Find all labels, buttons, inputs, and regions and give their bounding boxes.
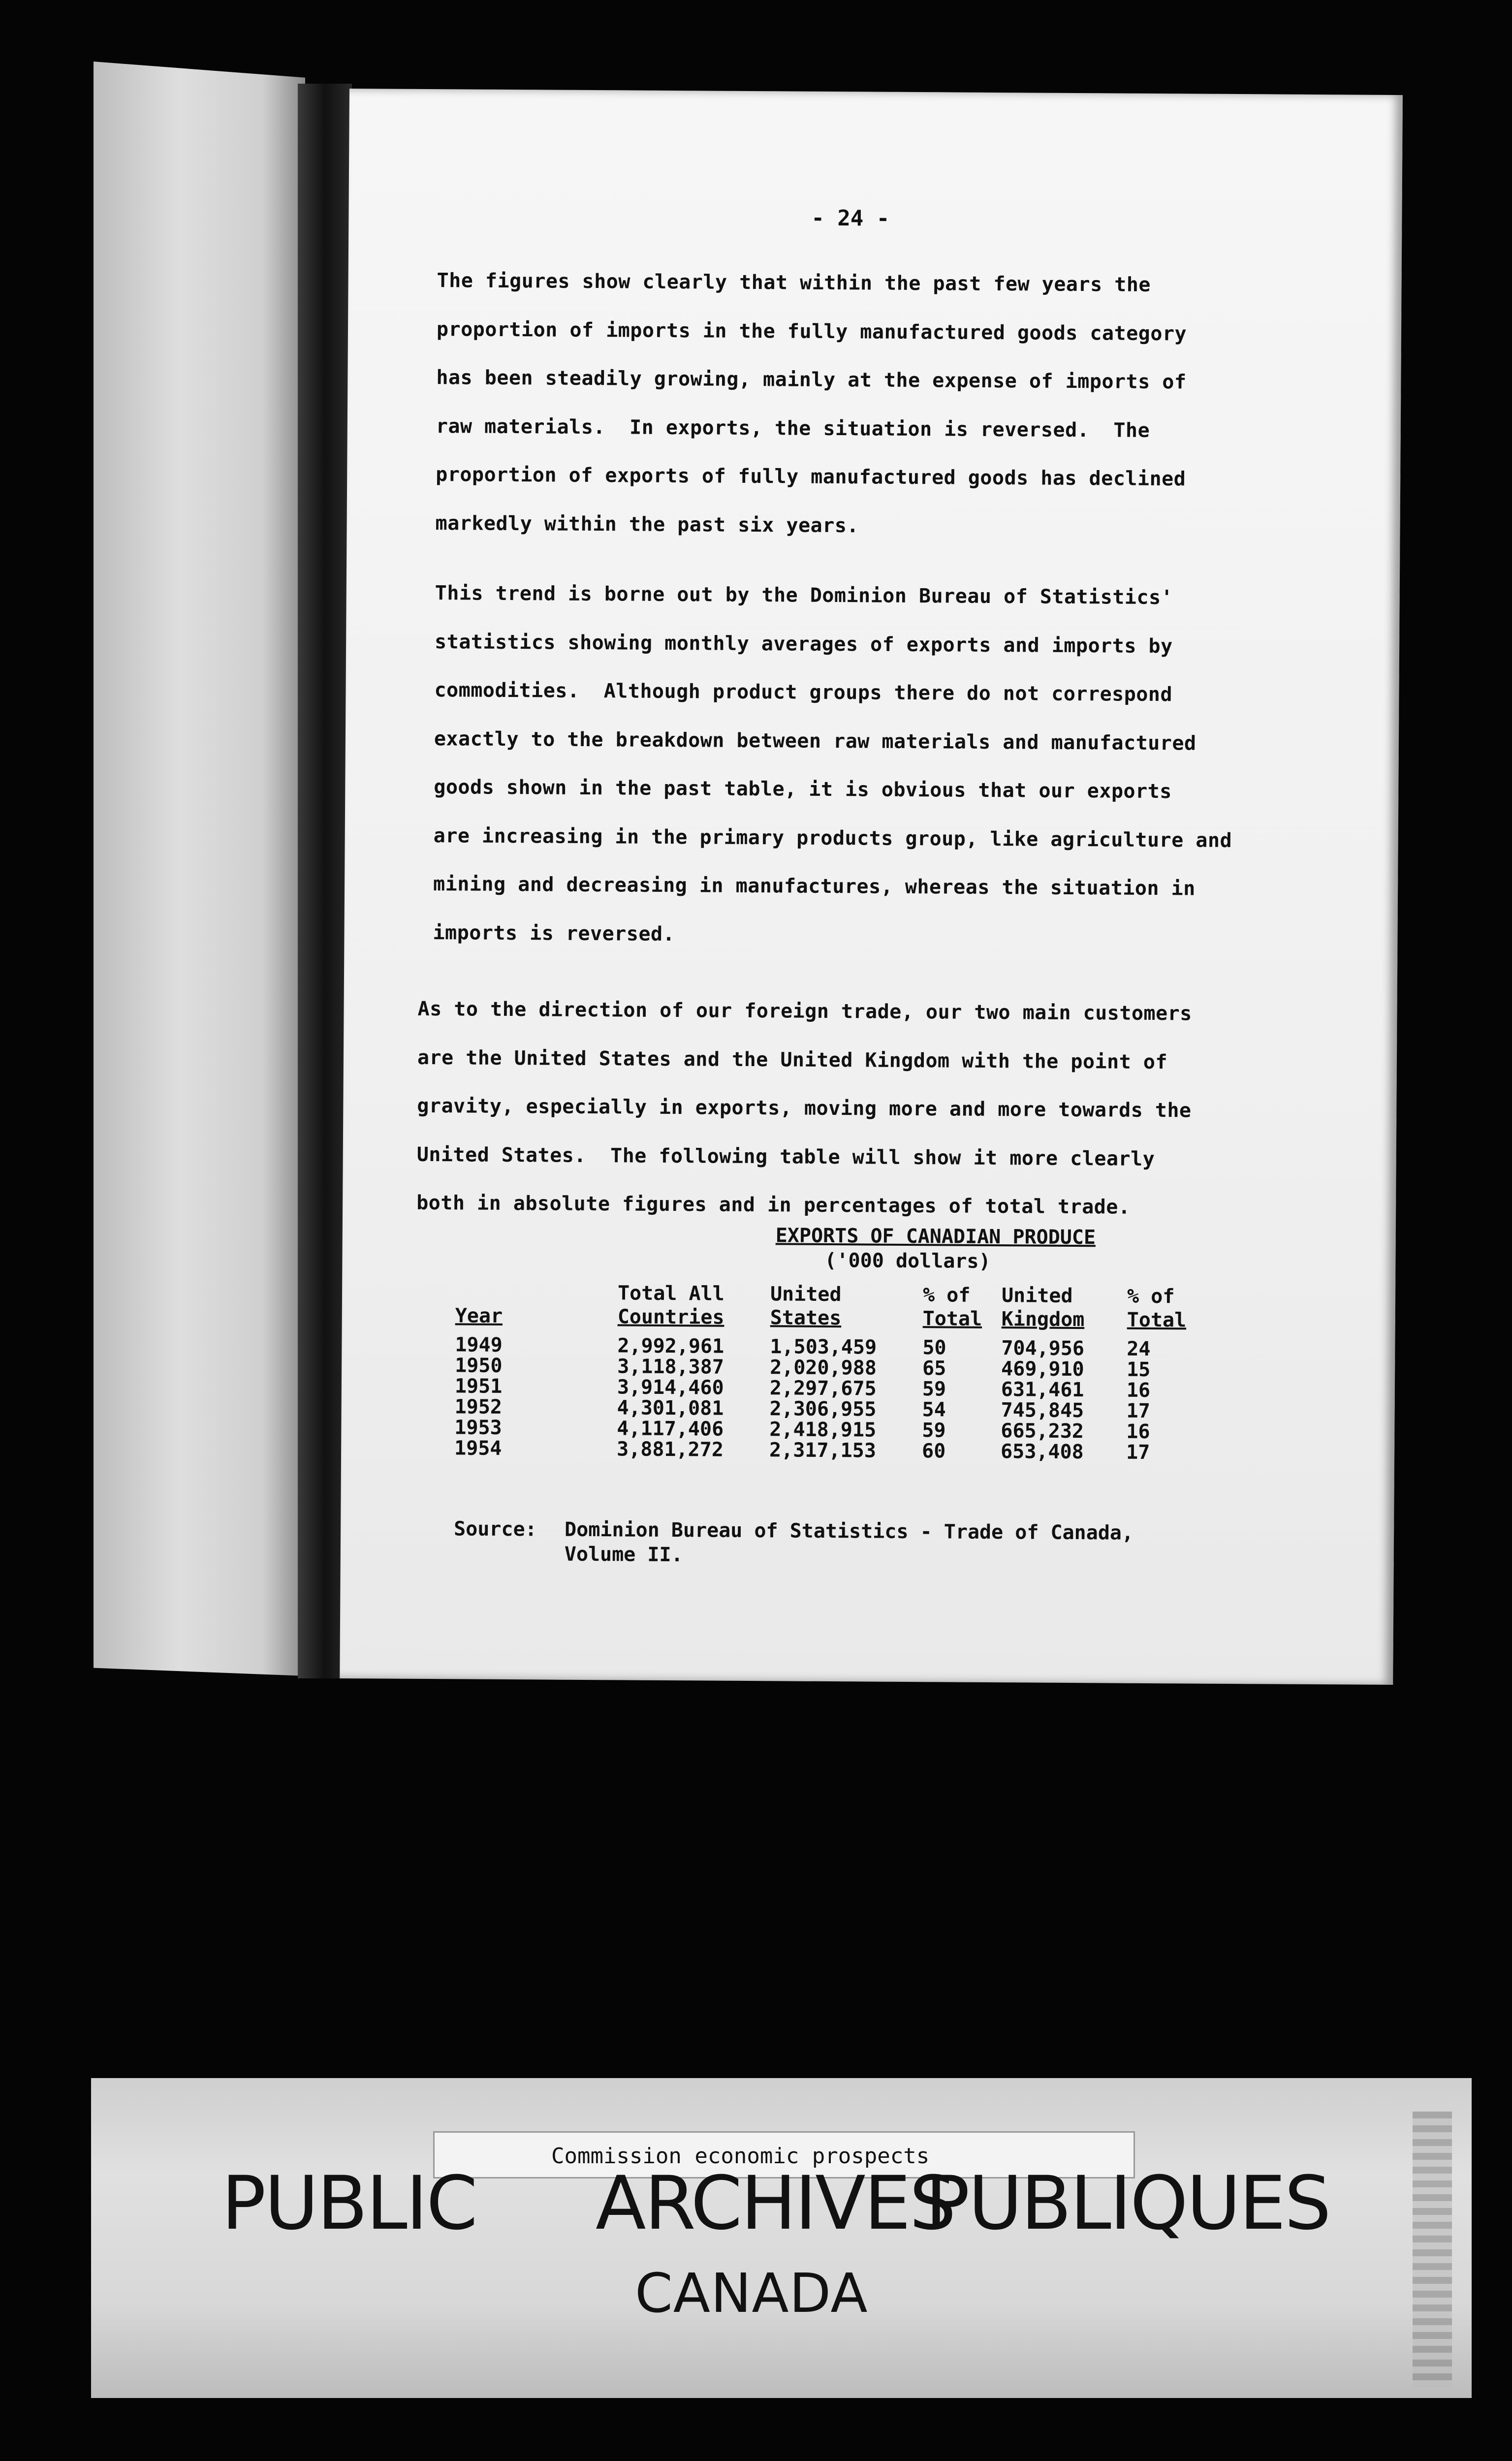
cell-total: 4,117,406: [617, 1417, 724, 1441]
cell-year: 1950: [455, 1354, 503, 1377]
cell-total: 3,881,272: [616, 1438, 724, 1461]
cell-total: 4,301,081: [617, 1396, 724, 1420]
cell-us: 1,503,459: [770, 1335, 877, 1359]
wordmark-canada: CANADA: [635, 2262, 868, 2325]
collection-title: Commission economic prospects: [551, 2144, 930, 2169]
header-year: Year: [455, 1304, 503, 1327]
paragraph-1: The figures show clearly that within the past few years the proportion of imports in the fully manufactured goods category has been steadily growing, mainly at the expense of imports of raw materials. In exports, the situation is reversed. The proportion of exports of fully manufactured goods has declined markedly within the past six years.: [435, 269, 1187, 537]
header-us: United States: [770, 1283, 842, 1330]
wordmark-archives: ARCHIVES: [596, 2161, 955, 2246]
cell-us: 2,297,675: [769, 1377, 877, 1400]
cell-year: 1954: [454, 1437, 502, 1460]
cell-pct-uk: 17: [1126, 1441, 1150, 1464]
facing-page: [94, 62, 305, 1676]
cell-uk: 704,956: [1001, 1337, 1085, 1360]
cell-year: 1949: [455, 1333, 503, 1357]
header-total: Total All Countries: [617, 1282, 724, 1329]
table-header-row: [455, 1280, 1187, 1339]
cell-uk: 745,845: [1001, 1399, 1084, 1422]
cell-total: 3,914,460: [617, 1376, 724, 1399]
cell-uk: 653,408: [1000, 1440, 1084, 1464]
cell-pct-uk: 24: [1127, 1337, 1151, 1360]
cell-pct-us: 60: [921, 1440, 946, 1463]
cell-total: 3,118,387: [617, 1355, 724, 1379]
cell-pct-us: 65: [922, 1357, 946, 1380]
source-label: Source:: [453, 1517, 537, 1541]
cell-pct-us: 54: [922, 1398, 946, 1421]
page-number: - 24 -: [811, 205, 890, 231]
wordmark-publiques: PUBLIQUES: [925, 2161, 1330, 2246]
cell-pct-uk: 16: [1126, 1379, 1151, 1402]
cell-us: 2,020,988: [770, 1356, 877, 1380]
source-line-1: Dominion Bureau of Statistics - Trade of Canada,: [564, 1518, 1134, 1545]
cell-uk: 469,910: [1001, 1357, 1084, 1381]
cell-us: 2,306,955: [769, 1397, 877, 1421]
cell-pct-us: 59: [922, 1419, 946, 1442]
table-source: [454, 1516, 1134, 1570]
paragraph-3: As to the direction of our foreign trade, our two main customers are the United States and the United Kingdom with the point of gravity, especially in exports, moving more and more towards the United States. The following table will show it more clearly both in absolute figures and in percentages of total trade.: [416, 997, 1192, 1219]
header-pct-uk: % of Total: [1127, 1285, 1187, 1332]
table-subtitle: ('000 dollars): [824, 1249, 991, 1273]
cell-year: 1952: [454, 1395, 503, 1419]
cell-pct-uk: 16: [1126, 1420, 1150, 1443]
cell-pct-us: 50: [922, 1336, 946, 1359]
document-page: [340, 89, 1403, 1685]
cell-uk: 631,461: [1001, 1378, 1084, 1402]
cell-us: 2,418,915: [769, 1418, 877, 1442]
cell-year: 1953: [454, 1416, 502, 1439]
cell-pct-us: 59: [922, 1378, 946, 1401]
table-title-block: [775, 1223, 1219, 1275]
source-line-2: Volume II.: [564, 1543, 683, 1567]
wordmark-public: PUBLIC: [221, 2161, 476, 2246]
cell-year: 1951: [454, 1375, 503, 1398]
header-uk: United Kingdom: [1001, 1284, 1085, 1331]
table-title: EXPORTS OF CANADIAN PRODUCE: [775, 1224, 1096, 1249]
header-pct-us: % of Total: [922, 1284, 982, 1330]
exports-table: [454, 1280, 1187, 1463]
cell-us: 2,317,153: [769, 1439, 877, 1462]
archive-label-edge: [1413, 2112, 1452, 2387]
cell-uk: 665,232: [1001, 1420, 1084, 1443]
table-row: [454, 1438, 1186, 1463]
cell-pct-uk: 15: [1126, 1358, 1151, 1381]
cell-pct-uk: 17: [1126, 1399, 1150, 1422]
cell-total: 2,992,961: [617, 1334, 724, 1358]
paragraph-2: This trend is borne out by the Dominion Bureau of Statistics' statistics showing monthly averages of exports and imports by commodities. Although product groups there do not correspond exactly to the breakdown between raw materials and manufactured goods shown in the past table, it is obvious that our exports are increasing in the primary products group, like agriculture and mining and decreasing in manufactures, whereas the situation in imports is reversed.: [433, 582, 1232, 946]
